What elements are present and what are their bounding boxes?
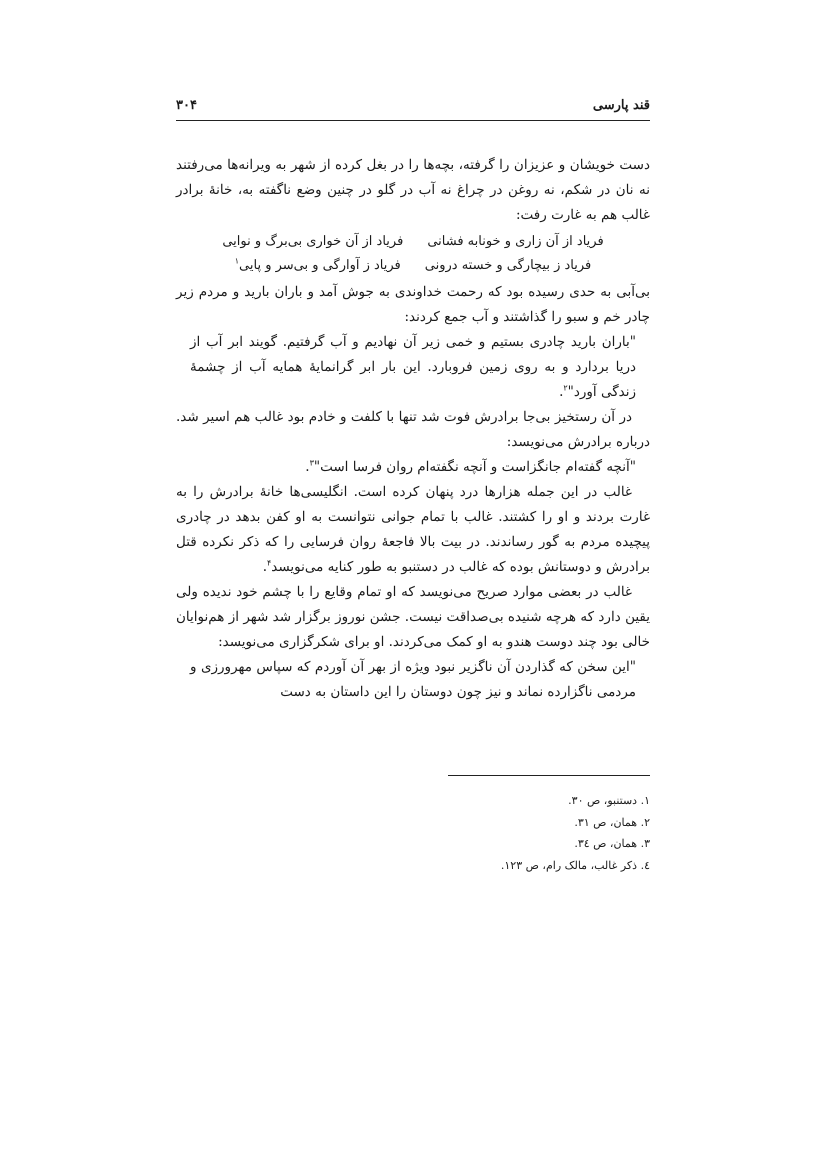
paragraph-2: بی‌آبی به حدی رسیده بود که رحمت خداوندی به جوش آمد و باران بارید و مردم زیر چادر خم و سبو را گذاشتند و آب جمع کردند:: [176, 284, 650, 325]
page-header: [176, 98, 650, 121]
footnote-2: ۲. همان، ص ۳۱.: [574, 815, 650, 829]
quote-2: [176, 455, 650, 480]
quote-3: "این سخن که گذاردن آن ناگزیر نبود ویژه از بهر آن آوردم که سپاس مهرورزی و مردمی ناگزارده نماند و نیز چون دوستان را این داستان به دست: [190, 659, 636, 700]
quote-text: "باران بارید چادری بستیم و خمی زیر آن نهادیم و آب گرفتیم. گویند ابر آب از دریا بردارد و به روی زمین فروبارد. این بار ابر گرانمایهٔ همایه آب از چشمهٔ زندگی آورد": [190, 334, 636, 400]
poem-verse-1: [176, 230, 650, 254]
footnote-rule: [448, 775, 650, 776]
footnotes: [176, 790, 650, 876]
footnote-marker: ۲: [563, 383, 568, 393]
quote-text: "آنچه گفته‌ام جانگزاست و آنچه نگفته‌ام روان فرسا است": [313, 459, 636, 475]
paragraph-3: در آن رستخیز بی‌جا برادرش فوت شد تنها با کلفت و خادم بود غالب هم اسیر شد. درباره برادرش می‌نویسد:: [176, 409, 650, 450]
footnote-4: ٤. ذکر غالب، مالک رام، ص ۱۲۳.: [500, 858, 650, 872]
paragraph-1: دست خویشان و عزیزان را گرفته، بچه‌ها را در بغل کرده از شهر به ویرانه‌ها می‌رفتند نه نان در شکم، نه روغن در چراغ نه آب در گلو در چنین وضع ناگفته به، خانهٔ برادر غالب هم به غارت رفت:: [176, 157, 650, 223]
hemistich-left: فریاد از آن خواری بی‌برگ و نوایی: [222, 234, 404, 249]
footnote-3: ۳. همان، ص ۳٤.: [574, 837, 650, 850]
footnote-marker: ۴: [266, 558, 272, 568]
paragraph-4: [176, 480, 650, 580]
hemistich-right: فریاد از آن زاری و خونابه فشانی: [427, 234, 604, 249]
hemistich-left: [235, 254, 401, 278]
quote-end: .: [305, 459, 310, 475]
paragraph-text: غالب در این جمله هزارها درد پنهان کرده است. انگلیسی‌ها خانهٔ برادرش را به غارت بردند و او را کشتند. غالب با تمام جوانی نتوانست به او کفن بدهد در چادری پیچیده مردم به گور رساندند. در بیت بالا فاجعهٔ روان فرسایی را که ذکر نکرده قتل برادرش و دوستانش بوده که غالب در دستنبو به طور کنایه می‌نویسد: [176, 484, 650, 575]
poem-verse-2: [176, 254, 650, 278]
paragraph-5: غالب در بعضی موارد صریح می‌نویسد که او تمام وقایع را با چشم خود ندیده ولی یقین دارد که هرچه شنیده بی‌صداقت نیست. جشن نوروز برگزار شد شهر از هم‌نوایان خالی بود چند دوست هندو به او کمک می‌کردند. او برای شکرگزاری می‌نویسد:: [176, 584, 650, 650]
quote-1: [176, 330, 650, 405]
paragraph-end: .: [262, 559, 267, 575]
page-number: ۳۰۴: [176, 98, 197, 113]
running-title: قند پارسی: [592, 98, 650, 113]
main-text: [176, 153, 650, 705]
poem: [176, 230, 650, 278]
footnote-marker: ۳: [309, 458, 314, 468]
footnote-1: ۱. دستنبو، ص ۳۰.: [568, 794, 650, 807]
quote-end: .: [559, 384, 564, 400]
hemistich-text: فریاد ز آوارگی و بی‌سر و پایی: [239, 258, 401, 273]
hemistich-right: فریاد ز بیچارگی و خسته درونی: [424, 258, 592, 273]
footnote-marker: ۱: [234, 256, 240, 266]
